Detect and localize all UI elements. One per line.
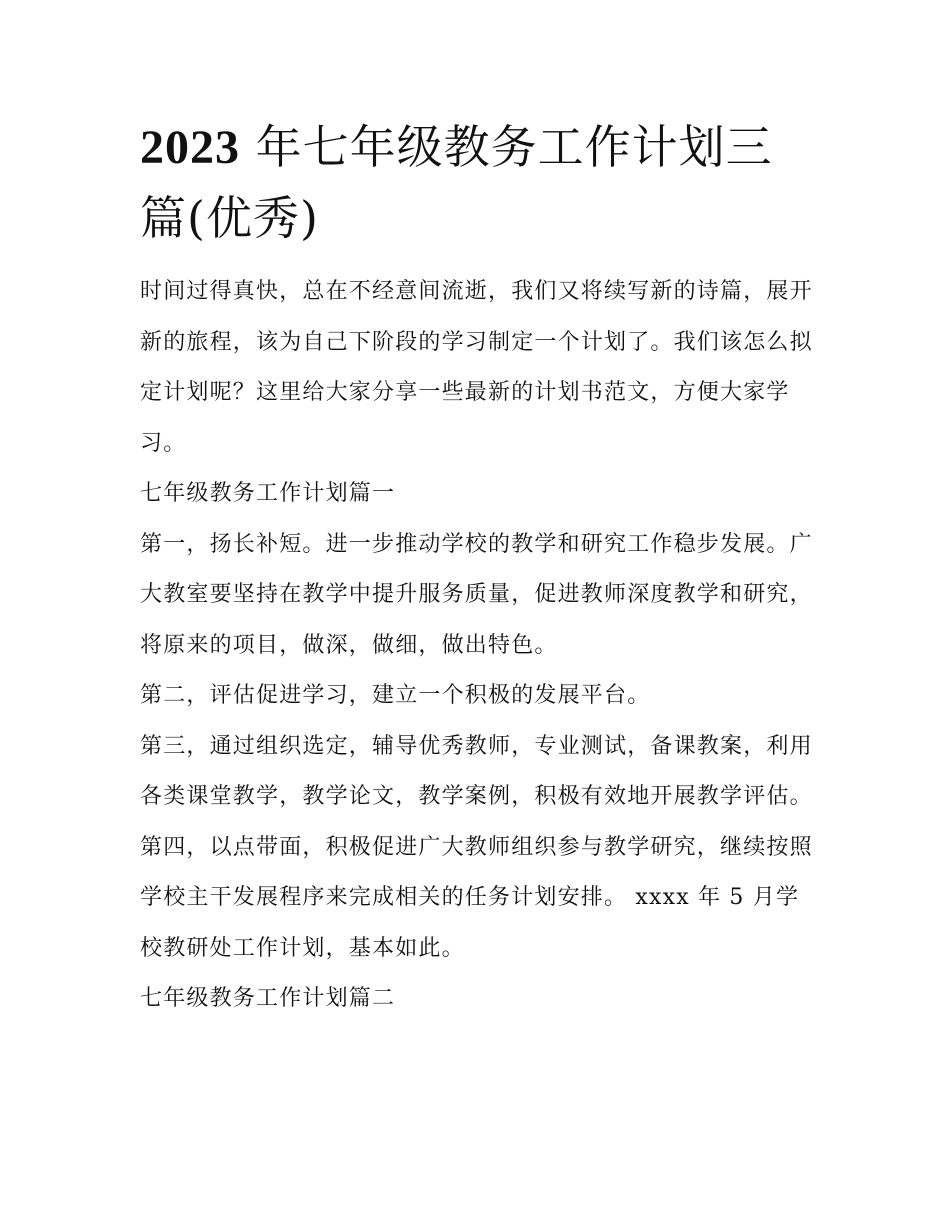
paragraph-point-4: 第四，以点带面，积极促进广大教师组织参与教学研究，继续按照学校主干发展程序来完成相关的任务计划安排。 xxxx 年 5 月学校教研处工作计划，基本如此。 [140, 834, 813, 961]
paragraph-point-2: 第二，评估促进学习，建立一个积极的发展平台。 [140, 683, 651, 708]
document-title [140, 112, 815, 253]
paragraph-point-1: 第一，扬长补短。进一步推动学校的教学和研究工作稳步发展。广大教室要坚持在教学中提升服务质量，促进教师深度教学和研究，将原来的项目，做深，做细，做出特色。 [140, 531, 813, 658]
intro-paragraph: 时间过得真快，总在不经意间流逝，我们又将续写新的诗篇，展开新的旅程，该为自己下阶段的学习制定一个计划了。我们该怎么拟定计划呢？这里给大家分享一些最新的计划书范文，方便大家学习。 [140, 279, 813, 456]
title-year: 2023 [140, 121, 240, 174]
title-text: 年七年级教务工作计划三篇(优秀) [140, 120, 773, 245]
section-heading-1: 七年级教务工作计划篇一 [140, 481, 396, 506]
paragraph-point-3: 第三，通过组织选定，辅导优秀教师，专业测试，备课教案，利用各类课堂教学，教学论文，教学案例，积极有效地开展教学评估。 [140, 733, 813, 809]
document-content [140, 112, 815, 1025]
section-heading-2: 七年级教务工作计划篇二 [140, 986, 396, 1011]
